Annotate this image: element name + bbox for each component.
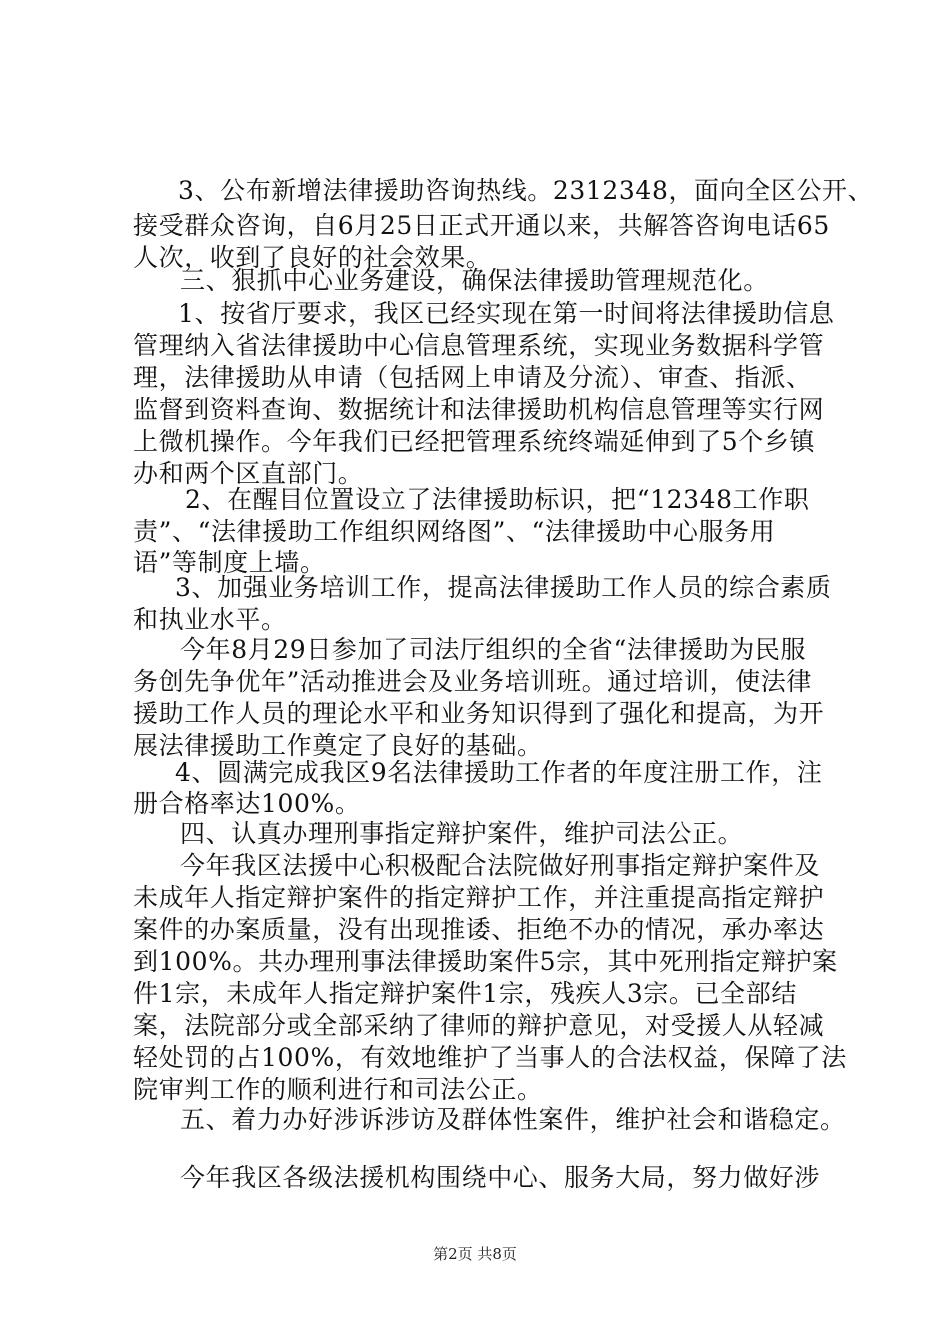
text-line: 办和两个区直部门。: [133, 459, 364, 488]
text-line: 务创先争优年”活动推进会及业务培训班。通过培训，使法律: [133, 667, 812, 696]
text-line: 语”等制度上墙。: [133, 548, 326, 577]
text-line: 册合格率达100%。: [133, 789, 361, 818]
text-line: 案，法院部分或全部采纳了律师的辩护意见，对受援人从轻减: [133, 1011, 825, 1040]
text-line: 件1宗，未成年人指定辩护案件1宗，残疾人3宗。已全部结: [133, 979, 797, 1008]
text-line: 到100%。共办理刑事法律援助案件5宗，其中死刑指定辩护案: [133, 947, 838, 976]
text-line: 展法律援助工作奠定了良好的基础。: [133, 731, 543, 760]
text-line: 今年8月29日参加了司法厅组织的全省“法律援助为民服: [180, 635, 807, 664]
text-line: 4、圆满完成我区9名法律援助工作者的年度注册工作，注: [175, 758, 823, 787]
text-line: 援助工作人员的理论水平和业务知识得到了强化和提高，为开: [133, 699, 825, 728]
text-line: 四、认真办理刑事指定辩护案件，维护司法公正。: [180, 819, 744, 848]
text-line: 上微机操作。今年我们已经把管理系统终端延伸到了5个乡镇: [133, 427, 816, 456]
text-line: 监督到资料查询、数据统计和法律援助机构信息管理等实行网: [133, 395, 825, 424]
text-line: 理，法律援助从申请（包括网上申请及分流）、审查、指派、: [133, 363, 812, 392]
text-line: 2、在醒目位置设立了法律援助标识，把“12348工作职: [185, 485, 810, 514]
page-number-footer: 第2页 共8页: [433, 1245, 517, 1263]
text-line: 案件的办案质量，没有出现推诿、拒绝不办的情况，承办率达: [133, 915, 825, 944]
text-line: 3、公布新增法律援助咨询热线。2312348，面向全区公开、: [178, 176, 874, 205]
text-line: 今年我区法援中心积极配合法院做好刑事指定辩护案件及: [180, 851, 821, 880]
text-line: 3、加强业务培训工作，提高法律援助工作人员的综合素质: [175, 573, 832, 602]
text-line: 接受群众咨询，自6月25日正式开通以来，共解答咨询电话65: [133, 211, 830, 240]
text-line: 未成年人指定辩护案件的指定辩护工作，并注重提高指定辩护: [133, 883, 825, 912]
text-line: 三、狠抓中心业务建设，确保法律援助管理规范化。: [180, 266, 769, 295]
text-line: 和执业水平。: [133, 605, 287, 634]
text-line: 五、着力办好涉诉涉访及群体性案件，维护社会和谐稳定。: [180, 1105, 846, 1134]
text-line: 院审判工作的顺利进行和司法公正。: [133, 1075, 543, 1104]
text-line: 管理纳入省法律援助中心信息管理系统，实现业务数据科学管: [133, 331, 825, 360]
text-line: 责”、“法律援助工作组织网络图”、“法律援助中心服务用: [133, 517, 776, 546]
text-line: 1、按省厅要求，我区已经实现在第一时间将法律援助信息: [178, 299, 835, 328]
text-line: 轻处罚的占100%，有效地维护了当事人的合法权益，保障了法: [133, 1043, 847, 1072]
text-line: 今年我区各级法援机构围绕中心、服务大局，努力做好涉: [180, 1163, 821, 1192]
text-line: 人次，收到了良好的社会效果。: [133, 243, 492, 272]
